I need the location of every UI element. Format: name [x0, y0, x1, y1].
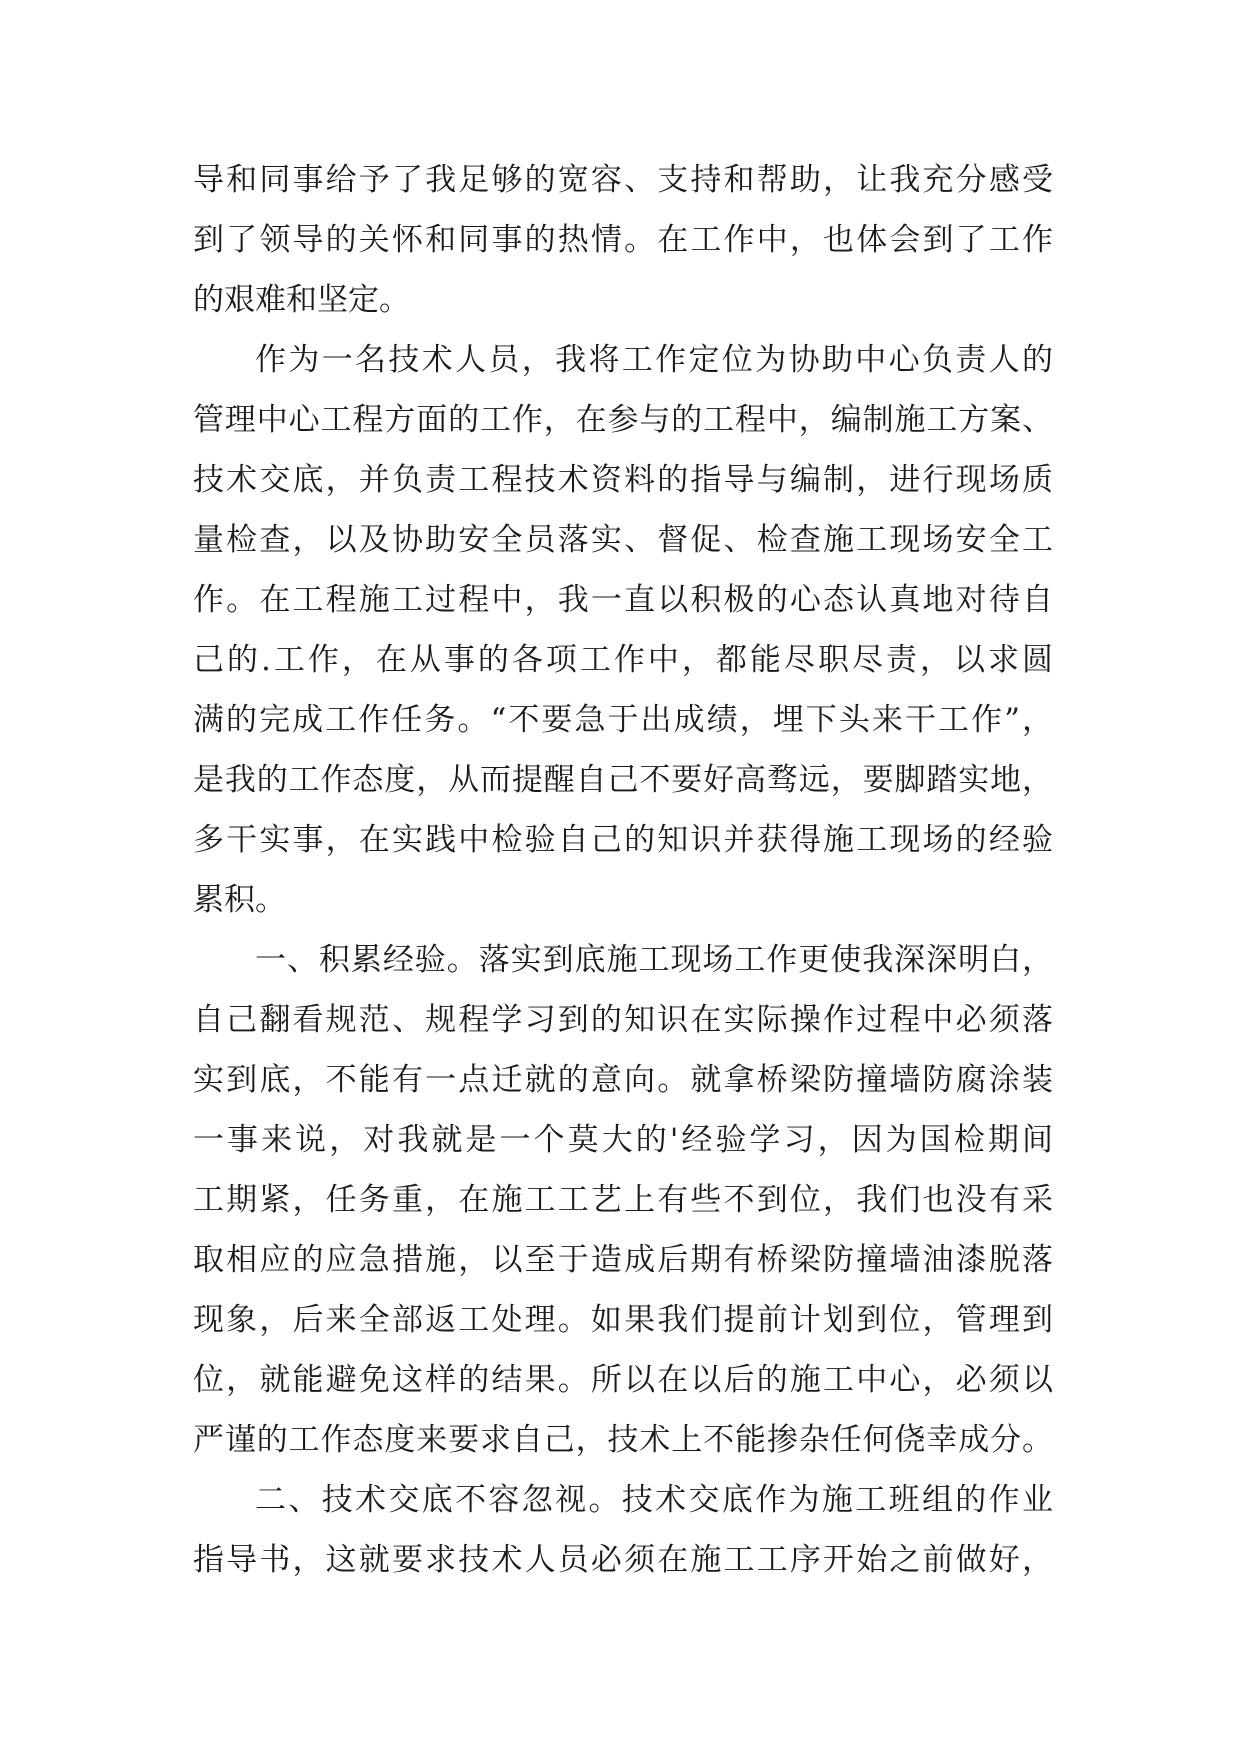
text-line: 是我的工作态度，从而提醒自己不要好高骛远，要脚踏实地， [193, 762, 1053, 798]
text-line: 严谨的工作态度来要求自己，技术上不能掺杂任何侥幸成分。 [193, 1422, 1053, 1458]
text-line: 一事来说，对我就是一个莫大的'经验学习，因为国检期间 [193, 1122, 1053, 1158]
text-line: 己的.工作，在从事的各项工作中，都能尽职尽责，以求圆 [193, 642, 1053, 678]
text-line: 工期紧，任务重，在施工工艺上有些不到位，我们也没有采 [193, 1182, 1053, 1218]
text-line: 指导书，这就要求技术人员必须在施工工序开始之前做好， [193, 1542, 1053, 1578]
text-line: 量检查，以及协助安全员落实、督促、检查施工现场安全工 [193, 522, 1053, 558]
text-line: 到了领导的关怀和同事的热情。在工作中，也体会到了工作 [193, 222, 1053, 258]
paragraph-start-line: 二、技术交底不容忽视。技术交底作为施工班组的作业 [255, 1482, 1053, 1518]
text-line: 位，就能避免这样的结果。所以在以后的施工中心，必须以 [193, 1362, 1053, 1398]
text-line: 多干实事，在实践中检验自己的知识并获得施工现场的经验 [193, 822, 1053, 858]
paragraph-start-line: 一、积累经验。落实到底施工现场工作更使我深深明白， [255, 942, 1053, 978]
text-line: 的艰难和坚定。 [193, 282, 410, 318]
text-line: 满的完成工作任务。“不要急于出成绩，埋下头来干工作”， [193, 702, 1053, 738]
text-line: 自己翻看规范、规程学习到的知识在实际操作过程中必须落 [193, 1002, 1053, 1038]
paragraph-start-line: 作为一名技术人员，我将工作定位为协助中心负责人的 [255, 342, 1053, 378]
text-line: 实到底，不能有一点迁就的意向。就拿桥梁防撞墙防腐涂装 [193, 1062, 1053, 1098]
text-line: 管理中心工程方面的工作，在参与的工程中，编制施工方案、 [193, 402, 1053, 438]
text-line: 作。在工程施工过程中，我一直以积极的心态认真地对待自 [193, 582, 1053, 618]
text-line: 现象，后来全部返工处理。如果我们提前计划到位，管理到 [193, 1302, 1053, 1338]
text-line: 累积。 [193, 882, 286, 918]
text-line: 导和同事给予了我足够的宽容、支持和帮助，让我充分感受 [193, 162, 1053, 198]
document-body [193, 150, 1053, 1590]
text-line: 取相应的应急措施，以至于造成后期有桥梁防撞墙油漆脱落 [193, 1242, 1053, 1278]
text-line: 技术交底，并负责工程技术资料的指导与编制，进行现场质 [193, 462, 1053, 498]
